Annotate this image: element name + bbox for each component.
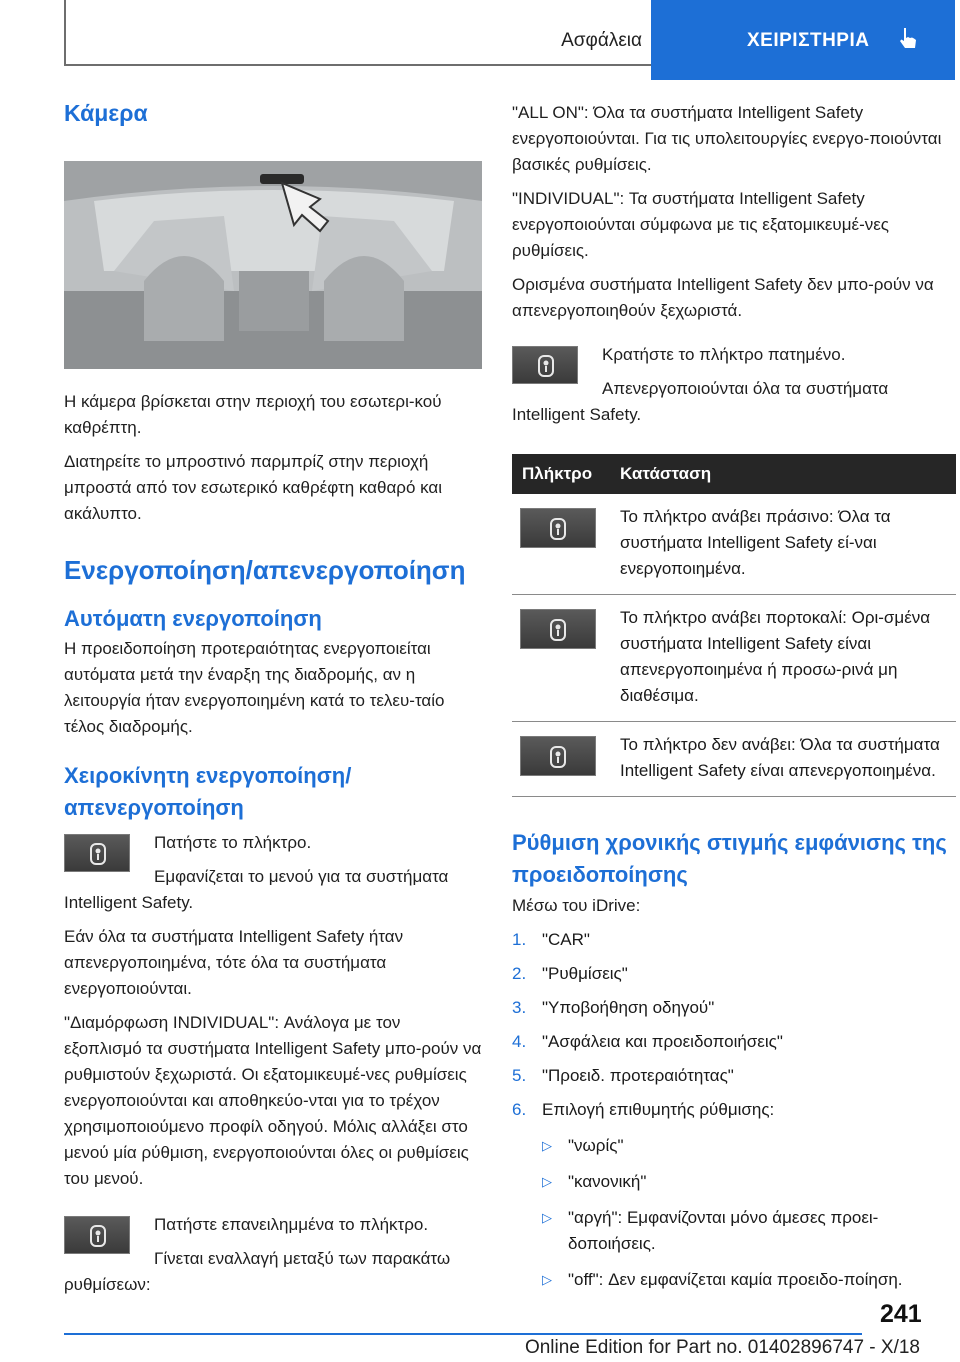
table-row bbox=[512, 722, 956, 797]
list-item bbox=[512, 961, 956, 987]
sub-item-text: "νωρίς" bbox=[568, 1136, 624, 1155]
step-text: "CAR" bbox=[542, 930, 590, 949]
triangle-bullet-icon: ▷ bbox=[542, 1210, 552, 1225]
step-text: "Υποβοήθηση οδηγού" bbox=[542, 998, 715, 1017]
step-number: 6. bbox=[512, 1100, 527, 1119]
footer-divider bbox=[64, 1333, 862, 1335]
footer-edition: Online Edition for Part no. 01402896747 - X/18 bbox=[524, 1337, 920, 1358]
intelligent-safety-button-image bbox=[64, 1216, 130, 1254]
car-interior-illustration bbox=[64, 161, 482, 369]
press-button-block bbox=[64, 830, 482, 882]
table-row-status: Το πλήκτρο ανάβει πορτοκαλί: Ορι-σμένα συστήματα Intelligent Safety είναι απενεργοποιημένα ή προσω-ρινά μη διαθέσιμα. bbox=[620, 608, 931, 705]
table-header-button: Πλήκτρο bbox=[522, 464, 593, 483]
triangle-bullet-icon: ▷ bbox=[542, 1272, 552, 1287]
sub-list-item bbox=[512, 1133, 956, 1159]
chapter-tab[interactable] bbox=[651, 0, 955, 80]
hold-button-block bbox=[512, 342, 956, 394]
button-status-table bbox=[512, 454, 956, 797]
intelligent-safety-button-image bbox=[512, 346, 578, 384]
auto-activation-heading: Αυτόματη ενεργοποίηση bbox=[64, 606, 322, 631]
hold-button-text: Κρατήστε το πλήκτρο πατημένο. bbox=[602, 345, 846, 364]
individual-text: "INDIVIDUAL": Τα συστήματα Intelligent Safety ενεργοποιούνται σύμφωνα με τις εξατομικευμέ-νες ρυθμίσεις. bbox=[512, 189, 889, 260]
auto-activation-paragraph: Η προειδοποίηση προτεραιότητας ενεργοποιείται αυτόματα μετά την έναρξη της διαδρομής, αν η λειτουργία ήταν ενεργοποιημένη κατά το τελευ-ταίο τέλος διαδρομής. bbox=[64, 639, 445, 736]
sub-list-item bbox=[512, 1267, 956, 1293]
chapter-tab-label: ΧΕΙΡΙΣΤΗΡΙΑ bbox=[747, 30, 870, 51]
triangle-bullet-icon: ▷ bbox=[542, 1138, 552, 1153]
triangle-bullet-icon: ▷ bbox=[542, 1174, 552, 1189]
camera-paragraph-1: Η κάμερα βρίσκεται στην περιοχή του εσωτερι-κού καθρέπτη. bbox=[64, 392, 442, 437]
step-number: 5. bbox=[512, 1066, 527, 1085]
press-button-text: Πατήστε το πλήκτρο. bbox=[154, 833, 312, 852]
safety-button-icon bbox=[549, 518, 567, 540]
via-idrive-text: Μέσω του iDrive: bbox=[512, 896, 641, 915]
button-green-image bbox=[520, 508, 596, 548]
table-row bbox=[512, 595, 956, 722]
press-repeatedly-block bbox=[64, 1212, 482, 1264]
all-on-text: "ALL ON": Όλα τα συστήματα Intelligent Safety ενεργοποιούνται. Για τις υπολειτουργίες ενεργο-ποιούνται βασικές ρυθμίσεις. bbox=[512, 103, 942, 174]
sub-list-item bbox=[512, 1205, 956, 1257]
table-row-status: Το πλήκτρο ανάβει πράσινο: Όλα τα συστήματα Intelligent Safety εί-ναι ενεργοποιημένα. bbox=[620, 507, 891, 578]
safety-button-icon bbox=[89, 843, 107, 865]
step-number: 3. bbox=[512, 998, 527, 1017]
right-column bbox=[512, 100, 956, 1293]
step-number: 4. bbox=[512, 1032, 527, 1051]
sub-item-text: "κανονική" bbox=[568, 1172, 647, 1191]
safety-button-icon bbox=[89, 1225, 107, 1247]
step-number: 2. bbox=[512, 964, 527, 983]
button-orange-image bbox=[520, 609, 596, 649]
list-item bbox=[512, 1097, 956, 1123]
step-text: "Προειδ. προτεραιότητας" bbox=[542, 1066, 734, 1085]
sub-item-text: "off": Δεν εμφανίζεται καμία προειδο-ποίηση. bbox=[568, 1270, 903, 1289]
if-all-off-text: Εάν όλα τα συστήματα Intelligent Safety ήταν απενεργοποιημένα, τότε όλα τα συστήματα ενεργοποιούνται. bbox=[64, 927, 404, 998]
step-text: Επιλογή επιθυμητής ρύθμισης: bbox=[542, 1100, 775, 1119]
step-number: 1. bbox=[512, 930, 527, 949]
intelligent-safety-button-image bbox=[64, 834, 130, 872]
press-repeatedly-text: Πατήστε επανειλημμένα το πλήκτρο. bbox=[154, 1215, 429, 1234]
sub-list-item bbox=[512, 1169, 956, 1195]
safety-button-icon bbox=[549, 619, 567, 641]
step-text: "Ρυθμίσεις" bbox=[542, 964, 628, 983]
table-header bbox=[512, 454, 956, 494]
manual-activation-heading: Χειροκίνητη ενεργοποίηση/απενεργοποίηση bbox=[64, 763, 352, 820]
table-header-status: Κατάσταση bbox=[620, 464, 712, 483]
step-text: "Ασφάλεια και προειδοποιήσεις" bbox=[542, 1032, 783, 1051]
list-item bbox=[512, 995, 956, 1021]
sub-item-text: "αργή": Εμφανίζονται μόνο άμεσες προει-δοποιήσεις. bbox=[568, 1208, 879, 1253]
table-row-status: Το πλήκτρο δεν ανάβει: Όλα τα συστήματα Intelligent Safety είναι απενεργοποιημένα. bbox=[620, 735, 940, 780]
safety-button-icon bbox=[549, 746, 567, 768]
steps-list bbox=[512, 927, 956, 1293]
all-deactivated-text: Απενεργοποιούνται όλα τα συστήματα Intelligent Safety. bbox=[512, 379, 889, 424]
toggle-between-text: Γίνεται εναλλαγή μεταξύ των παρακάτω ρυθμίσεων: bbox=[64, 1249, 451, 1294]
camera-heading: Κάμερα bbox=[64, 100, 148, 126]
camera-location-photo bbox=[64, 161, 482, 369]
page-number: 241 bbox=[880, 1300, 922, 1328]
list-item bbox=[512, 1063, 956, 1089]
list-item bbox=[512, 1029, 956, 1055]
safety-button-icon bbox=[537, 355, 555, 377]
individual-config-text: "Διαμόρφωση INDIVIDUAL": Ανάλογα με τον εξοπλισμό τα συστήματα Intelligent Safety μπο-ρούν να ρυθμιστούν ξεχωριστά. Οι εξατομικευμέ-νες ρυθμίσεις ενεργοποιούνται και αποθηκεύο-νται για το τρέχον χρησιμοποιούμενο προφίλ οδηγού. Μόλις αλλάξει στο μενού μία ρύθμιση, ενεργοποιούνται όλες οι ρυθμίσεις του μενού. bbox=[64, 1013, 482, 1188]
list-item bbox=[512, 927, 956, 953]
menu-shown-text: Εμφανίζεται το μενού για τα συστήματα Intelligent Safety. bbox=[64, 867, 449, 912]
timing-heading: Ρύθμιση χρονικής στιγμής εμφάνισης της προειδοποίησης bbox=[512, 830, 947, 887]
activation-heading: Ενεργοποίηση/απενεργοποίηση bbox=[64, 555, 466, 585]
some-cannot-text: Ορισμένα συστήματα Intelligent Safety δεν μπο-ρούν να απενεργοποιηθούν ξεχωριστά. bbox=[512, 275, 934, 320]
left-column bbox=[64, 100, 482, 1298]
button-off-image bbox=[520, 736, 596, 776]
table-row bbox=[512, 494, 956, 595]
header-section-title: Ασφάλεια bbox=[561, 30, 642, 51]
hand-pointer-icon bbox=[895, 26, 921, 52]
camera-paragraph-2: Διατηρείτε το μπροστινό παρμπρίζ στην περιοχή μπροστά από τον εσωτερικό καθρέφτη καθαρό και ακάλυπτο. bbox=[64, 452, 443, 523]
